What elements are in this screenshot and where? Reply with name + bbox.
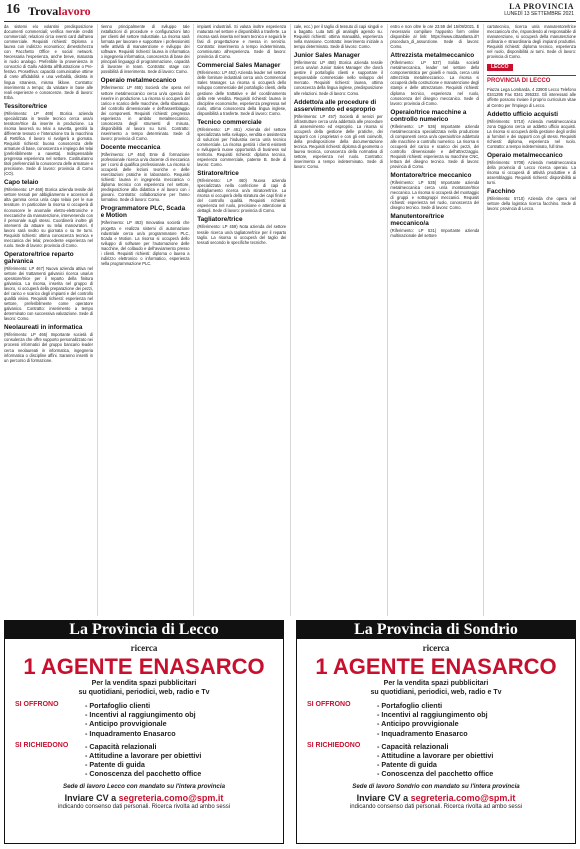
advert-ricerca: ricerca [422, 643, 450, 653]
privacy-note: indicando consenso dati personali. Ricerca rivolta ad ambo sessi [57, 803, 231, 810]
job-advert [296, 620, 576, 844]
job-title: Attrezzista metalmeccanico [390, 52, 475, 60]
ads-area [4, 620, 576, 844]
requirement-item: - Capacità relazionali [85, 742, 273, 751]
job-description: impianti industriali. Si valuta inoltre esperienza maturata nel settore e disponibilità a trasferte. La risorsa sarà inserita nel team tecnico e seguirà le fasi di progettazione e messa in servizio. Contratto: inserimento a tempo indeterminato, commisurato all'esperienza. Sede di lavoro: provincia di Como. [197, 24, 287, 60]
requirement-label: SI RICHIEDONO [307, 741, 361, 749]
header-rule [4, 21, 576, 22]
job-description: (Riferimento: LP 457) Società di servizi per infrastrutture cerca un/a addetto/a alle procedure di asservimento ed esproprio. La risorsa si occuperà della gestione delle pratiche, dei rapporti con i proprietari e con gli enti coinvolti, della predisposizione della documentazione tecnica. Requisiti richiesti: diploma di geometra o laurea tecnica, conoscenza della normativa di settore, esperienza nel ruolo. Contratto: inserimento a tempo indeterminato. Sede di lavoro: Como. [293, 113, 383, 170]
requirement-item: - Attitudine a lavorare per obiettivi [85, 751, 273, 760]
job-description: (Riferimento: LP 465) Società che opera nel settore metalmeccanico cerca un/a operaio da inserire in produzione. La risorsa si occuperà del carico e scarico delle macchine, della sbavatura, del controllo dimensionale e dell'assemblaggio dei componenti. Requisiti richiesti: pregressa esperienza in ambito metalmeccanico, conoscenza degli strumenti di misura, disponibilità al lavoro su turni. Contratto: inserimento a tempo determinato. Sede di lavoro: provincia di Como. [100, 85, 190, 141]
job-title: Tecnico commerciale [197, 118, 262, 126]
offer-item: - Incentivi al raggiungimento obj [85, 710, 273, 719]
job-description: (Riferimento: LP 460) Nuova azienda specializzata nella confezione di capi di abbigliamento ricerca un/a stiratore/trice. La risorsa si occuperà della stiratura dei capi finiti e del controllo qualità. Requisiti richiesti: esperienza nel ruolo, precisione e attenzione ai dettagli. Sede di lavoro: provincia di Como. [197, 178, 287, 214]
advert-ricerca: ricerca [130, 643, 158, 653]
job-title: Capo telaio [4, 179, 39, 187]
job-title: Programmatore PLC, Scada e Motion [100, 205, 186, 220]
requirement-item: - Attitudine a lavorare per obiettivi [377, 751, 565, 760]
job-title: Operaio/trice macchine a controllo numerico [390, 108, 467, 123]
paper-name: LA PROVINCIA [509, 2, 574, 11]
masthead [504, 2, 574, 17]
job-title: Junior Sales Manager [293, 52, 360, 60]
job-description: (Riferimento: LP 467) Nuova azienda attiva nel settore dei trattamenti galvanici ricerca una/un operatore/trice per il reparto della finitura galvanica. La risorsa, inserita nel gruppo di lavoro, si occuperà della preparazione dei pezzi, del carico e scarico degli impianti e del controllo qualità visivo. Requisiti richiesti: esperienza nel settore, preferibilmente come operatore galvanico. Contratto: inserimento a tempo determinato con successiva valutazione. Sede di lavoro: Como. [4, 265, 93, 322]
offer-item: - Incentivi al raggiungimento obj [377, 710, 565, 719]
offer-label: SI OFFRONO [15, 701, 59, 708]
region-tag: LECCO [487, 64, 513, 71]
column-divider [483, 24, 484, 616]
job-title: Neolaureati in informatica [4, 324, 83, 332]
requirement-item: - Patente di guida [85, 760, 273, 769]
job-description: (Riferimento: LP 469) Storica azienda specializzata in tessile tecnico cerca una/o tessitore/trice da inserire in produzione. La risorsa lavorerà su telai a navetta, gestirà la differente tessuto e l'interazione tra la macchina di Rettifica. Il lavoro si svolgerà a giornata. Requisiti richiesti: buona conoscenza delle armature di base, conoscenza e impiego dei telai (preferibilmente a navetta). Indispensabile pregressa esperienza nel settore. Costituiranno titoli preferenziali la conoscenza delle armature e precisione. Sede di lavoro: provincia di Como (CO). [4, 110, 93, 177]
offer-list [85, 701, 273, 738]
advert-channels: su quotidiani, periodici, web, radio e Tv [370, 689, 502, 696]
offer-block [15, 701, 273, 738]
send-prefix: Inviare CV a [356, 792, 411, 803]
job-title: Montatore/trice meccanico [390, 172, 472, 180]
classified-column [101, 24, 190, 616]
issue-date: LUNEDÌ 13 SETTEMBRE 2021 [504, 11, 574, 17]
job-title: Addetto ufficio acquisti [487, 110, 559, 118]
job-description: (Riferimento: LP 462) Azienda leader nel settore delle forniture industriali cerca un/a Commercial Sales Manager. La risorsa si occuperà dello sviluppo commerciale del portafoglio clienti, della gestione delle trattative e del coordinamento della rete vendita. Requisiti richiesti: laurea in discipline economiche, esperienza pregressa nel ruolo, ottima conoscenza della lingua inglese, disponibilità a trasferte. Sede di lavoro: Como. [197, 70, 287, 116]
advert-paper-title: La Provincia di Lecco [5, 621, 283, 639]
offer-list [377, 701, 565, 738]
column-divider [290, 24, 291, 616]
job-description: (Riferimento: LP 531) Importante azienda multinazionale del settore [390, 228, 480, 239]
requirement-item: - Capacità relazionali [377, 742, 565, 751]
offer-item: - Portafoglio clienti [85, 701, 273, 710]
classified-column [390, 24, 479, 616]
advert-location-note: Sede di lavoro Sondrio con mandato su l'intera provincia [352, 782, 520, 790]
job-description: rienno principalmente di sviluppo tale installazioni di procedure e configurazioni lato per clienti del settore Industriale. La risorsa sarà formata per lavorare e supportare i professionisti nelle attività di manutenzione e sviluppo dei software. Requisiti richiesti: laurea in informatica o ingegneria informatica, conoscenza di base dei principali linguaggi di programmazione, capacità di lavorare in team. Contratto: stage con possibilità di inserimento. Sede di lavoro: Como. [100, 24, 190, 75]
classified-column [294, 24, 383, 616]
job-description: entro e non oltre le ore 23.59 del 15/09/2021. È necessario compilare l'apposito form online disponibile al link: https://www.cittaatlanta.it/?procedura_di_assunzione. Sede di lavoro: Como. [390, 24, 480, 50]
job-title: Tessitore/trice [4, 102, 48, 110]
advert-send-cv [297, 793, 575, 803]
offer-item: - Inquadramento Enasarco [85, 729, 273, 738]
region-heading: PROVINCIA DI LECCO [487, 78, 551, 85]
advert-paper-title: La Provincia di Sondrio [297, 621, 575, 639]
page-number: 16 [6, 2, 20, 17]
job-description: (Riferimento: 5710) Azienda metalmeccanica zona Oggiono cerca un addetto ufficio acquisti. La risorsa si occuperà della gestione degli ordini ai fornitori e dei rapporti con gli stessi. Requisiti richiesti: diploma, esperienza nel ruolo. Contratto: a tempo indeterminato, full time. [487, 118, 576, 149]
job-description: (Riferimento: LP 536) Importante azienda metalmeccanica specializzata nella produzione di componenti cerca un/a operaio/trice addetto/a alle macchine a controllo numerico. La risorsa si occuperà del carico e scarico dei pezzi, del controllo dimensionale e dell'attrezzaggio. Requisiti richiesti: esperienza su macchine CNC, lettura del disegno tecnico. Sede di lavoro: provincia di Como. [390, 123, 480, 170]
job-description: (Riferimento: LP 535) Importante azienda metalmeccanica cerca un/a montatore/trice meccanico. La risorsa si occuperà del montaggio di gruppi e sottogruppi meccanici. Requisiti richiesti: esperienza nel ruolo, conoscenza del disegno tecnico. Sede di lavoro: Como. [390, 180, 480, 211]
job-description: (Riferimento: LP 466) Importante società di consulenza che offre supporto personalizzato nei processi informatici del gruppo bancario leader cerca neolaureati in informatica, ingegneria informatica o discipline affini. Saranno inseriti in un percorso di formazione. [4, 332, 93, 363]
section-title [28, 4, 91, 19]
job-description: (Riferimento: 5710) Azienda che opera nel settore della logistica ricerca facchino. Sede di lavoro: provincia di Lecco. [487, 196, 576, 212]
job-title: Facchino [487, 188, 516, 196]
job-title: Commercial Sales Manager [197, 62, 281, 70]
offer-item: - Anticipo provvigionale [85, 719, 273, 728]
advert-send-cv [5, 793, 283, 803]
lecco-section [487, 75, 576, 211]
job-title: Tagliatore/trice [197, 216, 243, 224]
job-title: Docente meccanica [100, 143, 161, 151]
classified-column [487, 24, 576, 616]
requirement-list [377, 742, 565, 779]
advert-location-note: Sede di lavoro Lecco con mandato su l'intera provincia [62, 782, 226, 790]
classified-column [197, 24, 286, 616]
send-prefix: Inviare CV a [64, 792, 119, 803]
job-title: Operaio metalmeccanico [487, 151, 563, 159]
requirement-item: - Conoscenza del pacchetto office [85, 769, 273, 778]
offer-item: - Anticipo provvigionale [377, 719, 565, 728]
contact-email[interactable]: segreteria.como@spm.it [410, 792, 516, 803]
offer-item: - Portafoglio clienti [377, 701, 565, 710]
requirement-list [85, 742, 273, 779]
region-address: Piazza Lega Lombarda, 4 23900 Lecco Telefono 0341295 Fax 0341 295333. Gli interessati alle offerte possono inviare il proprio curriculum vitae al Centro per l'impiego di Lecco. [487, 87, 576, 108]
job-description: (Riferimento: LP 463) Innovativa società che progetta e realizza sistemi di automazione industriale cerca un/a programmatore PLC, Scada e Motion. La risorsa si occuperà dello sviluppo di software per l'automazione delle macchine, del collaudo e dell'avviamento presso i clienti. Requisiti richiesti: diploma o laurea a indirizzo elettronico o informatico, esperienza nella programmazione PLC. [100, 220, 190, 266]
job-title: Operaio metalmeccanico [100, 77, 177, 85]
job-title: Addetto/a alle procedure di asservimento ed esproprio [293, 98, 377, 113]
requirement-block [307, 742, 565, 779]
privacy-note: indicando consenso dati personali. Ricerca rivolta ad ambo sessi [349, 803, 523, 810]
section-title-sub: lavoro [58, 4, 91, 18]
offer-item: - Inquadramento Enasarco [377, 729, 565, 738]
advert-purpose: Per la vendita spazi pubblicitari [383, 680, 489, 687]
requirement-block [15, 742, 273, 779]
job-advert [4, 620, 284, 844]
job-description: (Riferimento: LP 459) Nota azienda del settore tessile ricerca un/a tagliatore/trice per il reparto taglio. La risorsa si occuperà del taglio dei tessuti secondo le specifiche tecniche. [197, 224, 287, 245]
job-description: (Riferimento: LP 537) Solida società metalmeccanica, leader nel settore della componentistica per gioielli e moda, cerca un/a attrezzista metalmeccanico. La risorsa si occuperà della costruzione e manutenzione degli stampi e delle attrezzature. Requisiti richiesti: diploma tecnico, esperienza nel ruolo, conoscenza del disegno meccanico. Sede di lavoro: provincia di Como. [390, 60, 480, 106]
column-divider [387, 24, 388, 616]
advert-purpose: Per la vendita spazi pubblicitari [91, 680, 197, 687]
job-description: (Riferimento: LP 458) Storica azienda tessile cerca una/un Junior Sales Manager che dovrà gestire il portafoglio clienti e supportare il responsabile commerciale nello sviluppo del mercato. Requisiti richiesti: laurea, ottima conoscenza della lingua inglese, predisposizione alle relazioni. Sede di lavoro: Como. [293, 60, 383, 96]
requirement-item: - Patente di guida [377, 760, 565, 769]
column-divider [97, 24, 98, 616]
offer-label: SI OFFRONO [307, 701, 351, 708]
job-title: Stiratore/trice [197, 170, 239, 178]
job-description: (Riferimento: LP 464) Ente di formazione professionale ricerca un/a docente di meccanica per i corsi di qualifica professionale. La risorsa si occuperà delle lezioni teoriche e delle esercitazioni pratiche in laboratorio. Requisiti richiesti: laurea in ingegneria meccanica o diploma tecnico con esperienza nel settore, predisposizione alla didattica e al lavoro con i giovani. Contratto: collaborazione per l'anno formativo. Sede di lavoro: Como. [100, 151, 190, 203]
job-title: Manutentore/trice meccanico/a [390, 213, 445, 228]
page-header [0, 0, 580, 22]
job-description: da sistemi e/o volantini predisposizione documenti commerciali; verifica mensile crediti commerciali; relazioni circa eventi card dall'area commerciale. Requisiti richiesti: Diploma o laurea con indirizzo economico; dimestichezza con Pacchetto Office e social network. Necessaria l'esperienza, anche breve, maturata in ruolo analogo. Preferibile la provenienza in consorzio di Gallo Addetta all'illustrazione o Pre-festivo. Prosethiva: capacità comunicative ottime di crete affidabilità e una verbalità, distinta in lingua straniera, misma liklove. Contratto: inserimento a tempo; da valutare in base alle reali esperienze e conoscenze. Sede di lavoro: Erba. [4, 24, 93, 100]
contact-email[interactable]: segreteria.como@spm.it [118, 792, 224, 803]
job-title: Operatore/trice reparto galvanica [4, 250, 74, 265]
column-divider [193, 24, 194, 616]
requirement-item: - Conoscenza del pacchetto office [377, 769, 565, 778]
advert-role: 1 AGENTE ENASARCO [23, 654, 265, 679]
classified-column [4, 24, 93, 616]
offer-block [307, 701, 565, 738]
job-description: cartotecnico, ricerca un/a manutentore/trice meccanico/a che, rispondendo al responsabile di manutenzione, si occuperà della manutenzione ordinaria e straordinaria degli impianti produttivi. Requisiti richiesti: diploma tecnico, esperienza nel ruolo, disponibilità ai turni. Sede di lavoro: provincia di Como. [487, 24, 576, 60]
advert-role: 1 AGENTE ENASARCO [315, 654, 557, 679]
advert-channels: su quotidiani, periodici, web, radio e Tv [78, 689, 210, 696]
job-description: (Riferimento: LP 468) Storica azienda tessile del settore tessuti per abbigliamento e accessori di alta gamma cerca un/a capo telaio per le sue tessiture. In particolare la risorsa si occuperà di riconoscere le anomalie elettro-elettroniche e meccaniche da manutenzione, intervenendo con il personale sugli stessi. Coordinerà inoltre gli interventi da attuare su telai manovratori. Il lavoro sarà svolto su giornata o su tre turni. Requisiti richiesti: ottima conoscenza tecnica e meccanica dei telai; precedente esperienza nel ruolo. Sede di lavoro: provincia di Como. [4, 187, 93, 248]
requirement-label: SI RICHIEDONO [15, 741, 69, 749]
job-description: (Riferimento: LP 461) Azienda del settore specializzata nella sviluppo, vendita e assistenza di soluzioni per l'industria cerca un/a tecnico commerciale. La risorsa gestirà i clienti esistenti e svilupperà nuove opportunità di business sul territorio. Requisiti richiesti: diploma tecnico, esperienza commerciale, patente B. Sede di lavoro: Como. [197, 126, 287, 168]
job-description: (Riferimento: 5708) Azienda metalmeccanica della provincia di Lecco ricerca operaio. La risorsa si occuperà di attività produttive e di assemblaggio. Requisiti richiesti: disponibilità ai turni. [487, 159, 576, 186]
section-title-main: Trova [28, 4, 59, 18]
job-description: cale, ecc.) per il taglio di tessuto di capi singoli e a bagatto. Luta tutti gli analoghi agendo su. Requisiti richiesti: ottima manualità, esperienza nella mansione. Contratto: inserimento iniziale a tempo determinato. Sede di lavoro: Como. [293, 24, 383, 50]
